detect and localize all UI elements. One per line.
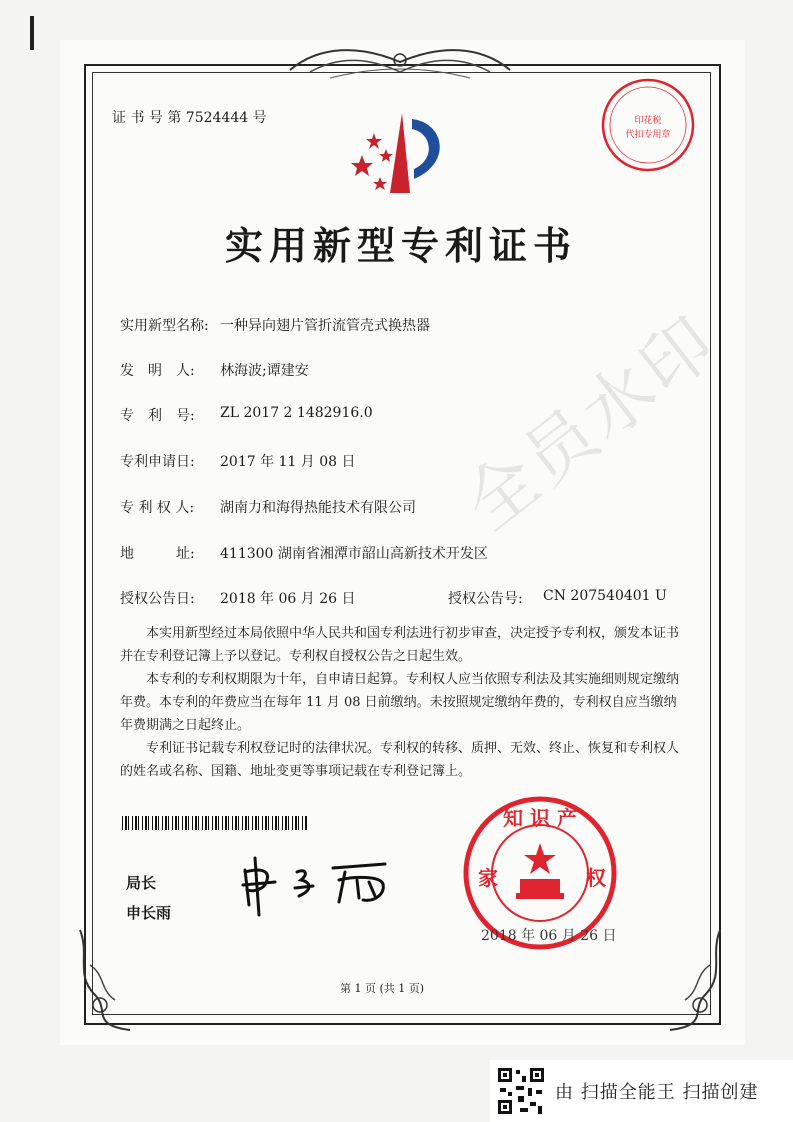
paragraph-1: 本实用新型经过本局依照中华人民共和国专利法进行初步审查，决定授予专利权，颁发本证书并在专利登记簿上予以登记。专利权自授权公告之日起生效。	[120, 626, 680, 664]
patent-number-value: ZL 2017 2 1482916.0	[220, 405, 373, 421]
grant-number-label: 授权公告号:	[448, 591, 523, 607]
svg-text:权: 权	[586, 866, 606, 890]
tax-seal-icon	[598, 75, 698, 175]
certificate-number: 证 书 号 第 7524444 号	[112, 110, 267, 126]
address-value: 411300 湖南省湘潭市韶山高新技术开发区	[220, 546, 488, 562]
patentee-value: 湖南力和海得热能技术有限公司	[220, 500, 416, 516]
certificate-title: 实用新型专利证书	[225, 223, 578, 268]
svg-text:家: 家	[478, 866, 498, 890]
svg-text:印花税: 印花税	[634, 116, 662, 126]
filing-date-label: 专利申请日:	[120, 454, 195, 470]
director-title: 局长	[126, 874, 157, 892]
scan-edge-mark	[30, 16, 34, 50]
scan-credit: 由 扫描全能王 扫描创建	[555, 1082, 759, 1103]
name-label: 实用新型名称:	[120, 318, 209, 334]
patentee-label: 专 利 权 人:	[120, 500, 195, 516]
patent-number-label: 专 利 号:	[120, 408, 195, 424]
seal-date: 2018 年 06 月 26 日	[481, 928, 617, 944]
paragraph-3: 专利证书记载专利权登记时的法律状况。专利权的转移、质押、无效、终止、恢复和专利权人的姓名或名称、国籍、地址变更等事项记载在专利登记簿上。	[120, 741, 680, 779]
page-footer: 第 1 页 (共 1 页)	[340, 982, 425, 995]
address-label: 地 址:	[120, 546, 195, 562]
filing-date-value: 2017 年 11 月 08 日	[220, 454, 356, 470]
qr-code-icon	[496, 1066, 546, 1116]
name-value: 一种异向翅片管折流管壳式换热器	[220, 318, 430, 334]
inventor-value: 林海波;谭建安	[220, 363, 309, 379]
bottom-left-ornament	[70, 925, 150, 1035]
grant-date-value: 2018 年 06 月 26 日	[220, 591, 356, 607]
barcode	[122, 816, 308, 830]
bottom-right-ornament	[650, 925, 730, 1035]
top-ornament	[280, 40, 520, 85]
inventor-label: 发 明 人:	[120, 363, 195, 379]
director-signature	[235, 850, 415, 920]
svg-text:知 识 产: 知 识 产	[503, 806, 577, 830]
watermark: 全员水印	[449, 299, 733, 547]
paragraph-2: 本专利的专利权期限为十年，自申请日起算。专利权人应当依照专利法及其实施细则规定缴纳年费。本专利的年费应当在每年 11 月 08 日前缴纳。未按照规定缴纳年费的，专利权自应当缴纳年费期满之日起终止。	[120, 672, 680, 733]
director-name: 申长雨	[126, 904, 172, 922]
cnipa-logo-icon	[340, 105, 460, 200]
grant-date-label: 授权公告日:	[120, 591, 195, 607]
svg-text:代扣专用章: 代扣专用章	[625, 130, 671, 140]
grant-number-value: CN 207540401 U	[543, 588, 667, 604]
